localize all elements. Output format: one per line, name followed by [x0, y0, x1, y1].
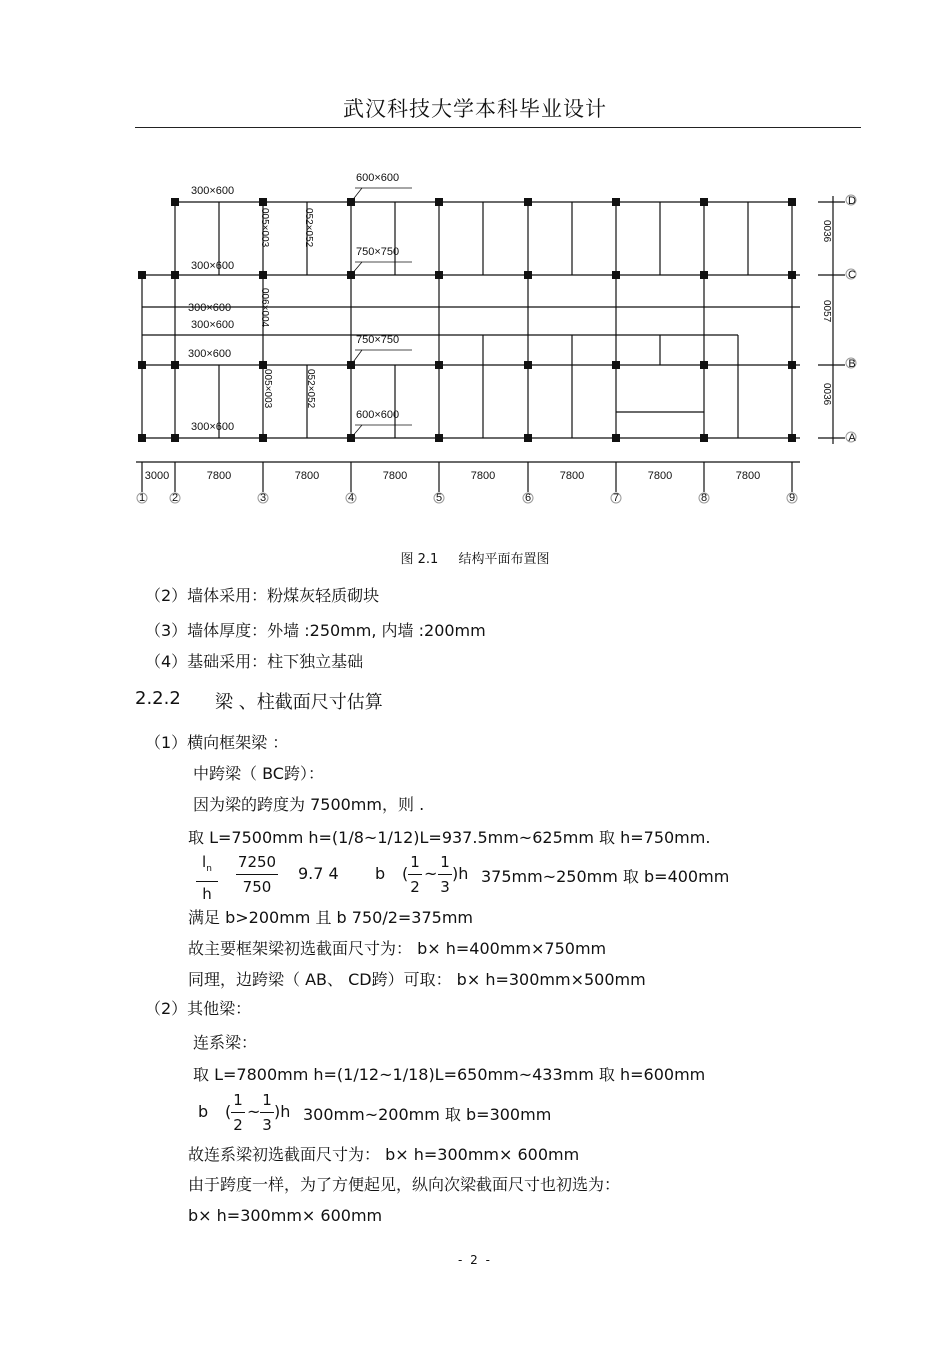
tie-beam-size-line: 故连系梁初选截面尺寸为： b× h=300mm× 600mm — [188, 1145, 580, 1164]
page-number: - 2 - — [458, 1253, 492, 1267]
secondary-reason-line: 由于跨度一样，为了方便起见，纵向次梁截面尺寸也初选为： — [188, 1175, 621, 1194]
vertical-beam-label: 052×052 — [303, 208, 314, 248]
axis-number: 1 — [138, 492, 146, 504]
page-header-title: 武汉科技大学本科毕业设计 — [343, 97, 607, 121]
vertical-beam-label: 005×003 — [262, 369, 273, 409]
paren-close-1: )h — [452, 864, 469, 883]
beam-label: 300×600 — [188, 302, 232, 314]
figure-caption — [0, 548, 950, 567]
frac-num: 1 — [262, 1091, 272, 1109]
paren-close-2: )h — [274, 1102, 291, 1121]
vertical-beam-label: 006×004 — [259, 288, 270, 328]
row-spacing-label: 0036 — [821, 220, 832, 243]
beam-label: 300×600 — [191, 260, 235, 272]
fraction-half-2 — [231, 1089, 245, 1136]
caption-number: 图 2.1 — [400, 552, 439, 567]
beam-label: 300×600 — [191, 319, 235, 331]
span-label: 7800 — [735, 470, 761, 482]
main-beam-size-line: 故主要框架梁初选截面尺寸为： b× h=400mm×750mm — [188, 939, 607, 958]
wall-thickness-line: （3）墙体厚度：外墙 :250mm, 内墙 :200mm — [145, 621, 486, 640]
side-beam-size-line: 同理，边跨梁（ AB、 CD跨）可取： b× h=300mm×500mm — [188, 970, 646, 989]
beam-label: 300×600 — [188, 348, 232, 360]
row-letter: A — [848, 432, 856, 444]
wall-material-line: （2）墙体采用：粉煤灰轻质砌块 — [145, 586, 380, 605]
row-spacing-label: 0036 — [821, 383, 832, 406]
beam-label: 300×600 — [191, 185, 235, 197]
take-L-line-1: 取 L=7500mm h=(1/8~1/12)L=937.5mm~625mm 取 h=750mm. — [188, 828, 711, 847]
span-label: 7800 — [559, 470, 585, 482]
ratio-den: 750 — [242, 878, 272, 896]
axis-number: 4 — [347, 492, 355, 504]
span-label: 7800 — [294, 470, 320, 482]
frac-den: 2 — [410, 878, 420, 896]
mid-span-line: 中跨梁（ BC跨）： — [193, 764, 324, 783]
axis-number: 8 — [700, 492, 708, 504]
columns — [138, 198, 796, 442]
span-label: 7800 — [470, 470, 496, 482]
section-number: 2.2.2 — [135, 688, 181, 709]
column-label: 750×750 — [356, 334, 400, 346]
span-label: 7800 — [647, 470, 673, 482]
vertical-beam-label: 005×003 — [259, 208, 270, 248]
tilde-2: ~ — [247, 1102, 261, 1121]
axis-number: 3 — [259, 492, 267, 504]
paren-open-2: ( — [225, 1102, 232, 1121]
b-label-2: b — [198, 1102, 209, 1121]
fraction-half — [408, 851, 422, 898]
item-2: （2）其他梁： — [145, 999, 252, 1018]
span-label: 3000 — [144, 470, 170, 482]
frac-num: 1 — [440, 853, 450, 871]
frac-den: 3 — [262, 1116, 272, 1134]
axis-number: 9 — [788, 492, 796, 504]
paren-open-1: ( — [402, 864, 409, 883]
grid-lines — [136, 188, 845, 492]
ratio-ln-over-h — [196, 851, 218, 905]
row-spacing-label: 0057 — [821, 300, 832, 323]
foundation-line: （4）基础采用：柱下独立基础 — [145, 652, 364, 671]
satisfy-line: 满足 b>200mm 且 b 750/2=375mm — [188, 908, 474, 927]
secondary-size-line: b× h=300mm× 600mm — [188, 1206, 383, 1225]
item-1: （1）横向框架梁 ： — [145, 733, 289, 752]
ratio-ln: l — [202, 853, 207, 871]
frac-den: 3 — [440, 878, 450, 896]
column-label: 600×600 — [356, 172, 400, 184]
beam-label: 300×600 — [191, 421, 235, 433]
section-title: 梁 、柱截面尺寸估算 — [215, 692, 383, 713]
axis-number: 2 — [171, 492, 179, 504]
tie-beam-line: 连系梁： — [193, 1033, 258, 1052]
row-letter: D — [848, 195, 856, 207]
tilde-1: ~ — [424, 864, 438, 883]
b-range-2: 300mm~200mm 取 b=300mm — [303, 1105, 552, 1124]
fraction-third — [438, 851, 452, 898]
vertical-beam-label: 052×052 — [305, 369, 316, 409]
ratio-value: 9.7 4 — [298, 864, 339, 883]
frac-num: 1 — [233, 1091, 243, 1109]
axis-number: 7 — [612, 492, 620, 504]
structural-plan-figure — [0, 0, 950, 520]
ratio-num: 7250 — [237, 853, 277, 871]
row-letter: B — [848, 358, 856, 370]
fraction-third-2 — [260, 1089, 274, 1136]
column-label: 600×600 — [356, 409, 400, 421]
b-range-1: 375mm~250mm 取 b=400mm — [481, 867, 730, 886]
axis-number: 6 — [524, 492, 532, 504]
span-line: 因为梁的跨度为 7500mm，则 . — [193, 795, 425, 814]
frac-num: 1 — [410, 853, 420, 871]
column-label: 750×750 — [356, 246, 400, 258]
span-label: 7800 — [206, 470, 232, 482]
span-label: 7800 — [382, 470, 408, 482]
take-L-line-2: 取 L=7800mm h=(1/12~1/18)L=650mm~433mm 取 h=600mm — [193, 1065, 706, 1084]
ratio-h: h — [202, 885, 212, 903]
caption-text: 结构平面布置图 — [458, 552, 550, 567]
ratio-ln-sub: n — [206, 864, 212, 874]
ratio-number-fraction — [236, 851, 278, 898]
row-letter: C — [848, 269, 856, 281]
b-label-1: b — [375, 864, 386, 883]
axis-number: 5 — [435, 492, 443, 504]
frac-den: 2 — [233, 1116, 243, 1134]
